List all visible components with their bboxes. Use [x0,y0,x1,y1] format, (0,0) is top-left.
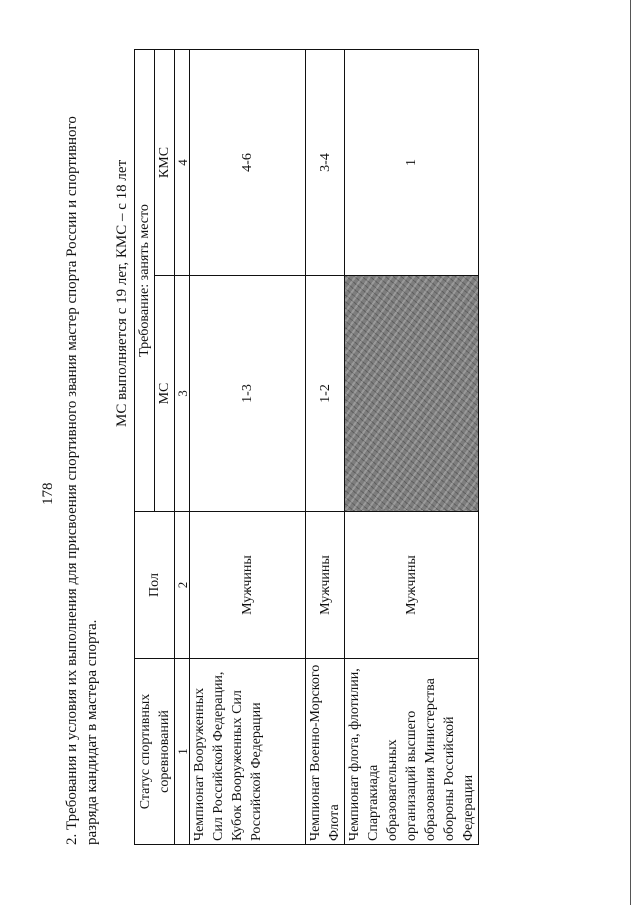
column-number: 4 [175,50,190,276]
row-gender: Мужчины [190,512,306,659]
requirements-table [134,49,479,845]
header-requirement: Требование: занять место [135,50,155,512]
row-kms: 1 [345,50,479,276]
row-ms-shaded [345,276,479,512]
scan-edge-line [630,0,631,905]
column-number: 2 [175,512,190,659]
row-ms: 1-2 [306,276,345,512]
column-number-row [175,50,190,845]
row-gender: Мужчины [306,512,345,659]
header-kms: КМС [155,50,175,276]
table-header-row [135,50,155,845]
row-status: Чемпионат Военно-Морского Флота [306,659,345,845]
row-status: Чемпионат Вооруженных Сил Российской Федерации, Кубок Вооруженных Сил Российской Федерации [190,659,306,845]
row-kms: 3-4 [306,50,345,276]
section-heading: 2. Требования и условия их выполнения для присвоения спортивного звания мастер спорта России и спортивного разряда кандидат в мастера спорта. [64,116,100,845]
row-kms: 4-6 [190,50,306,276]
header-gender: Пол [135,512,175,659]
column-number: 3 [175,276,190,512]
table-row [345,50,479,845]
row-ms: 1-3 [190,276,306,512]
age-requirement-note: МС выполняется с 19 лет, КМС – с 18 лет [114,159,130,427]
page-number: 178 [40,482,56,505]
header-status: Статус спортивных соревнований [135,659,175,845]
row-status: Чемпионат флота, флотилии, Спартакиада образовательных организаций высшего образования Министерства обороны Российской Федерации [345,659,479,845]
header-ms: МС [155,276,175,512]
column-number: 1 [175,659,190,845]
table-row [306,50,345,845]
row-gender: Мужчины [345,512,479,659]
table-row [190,50,306,845]
